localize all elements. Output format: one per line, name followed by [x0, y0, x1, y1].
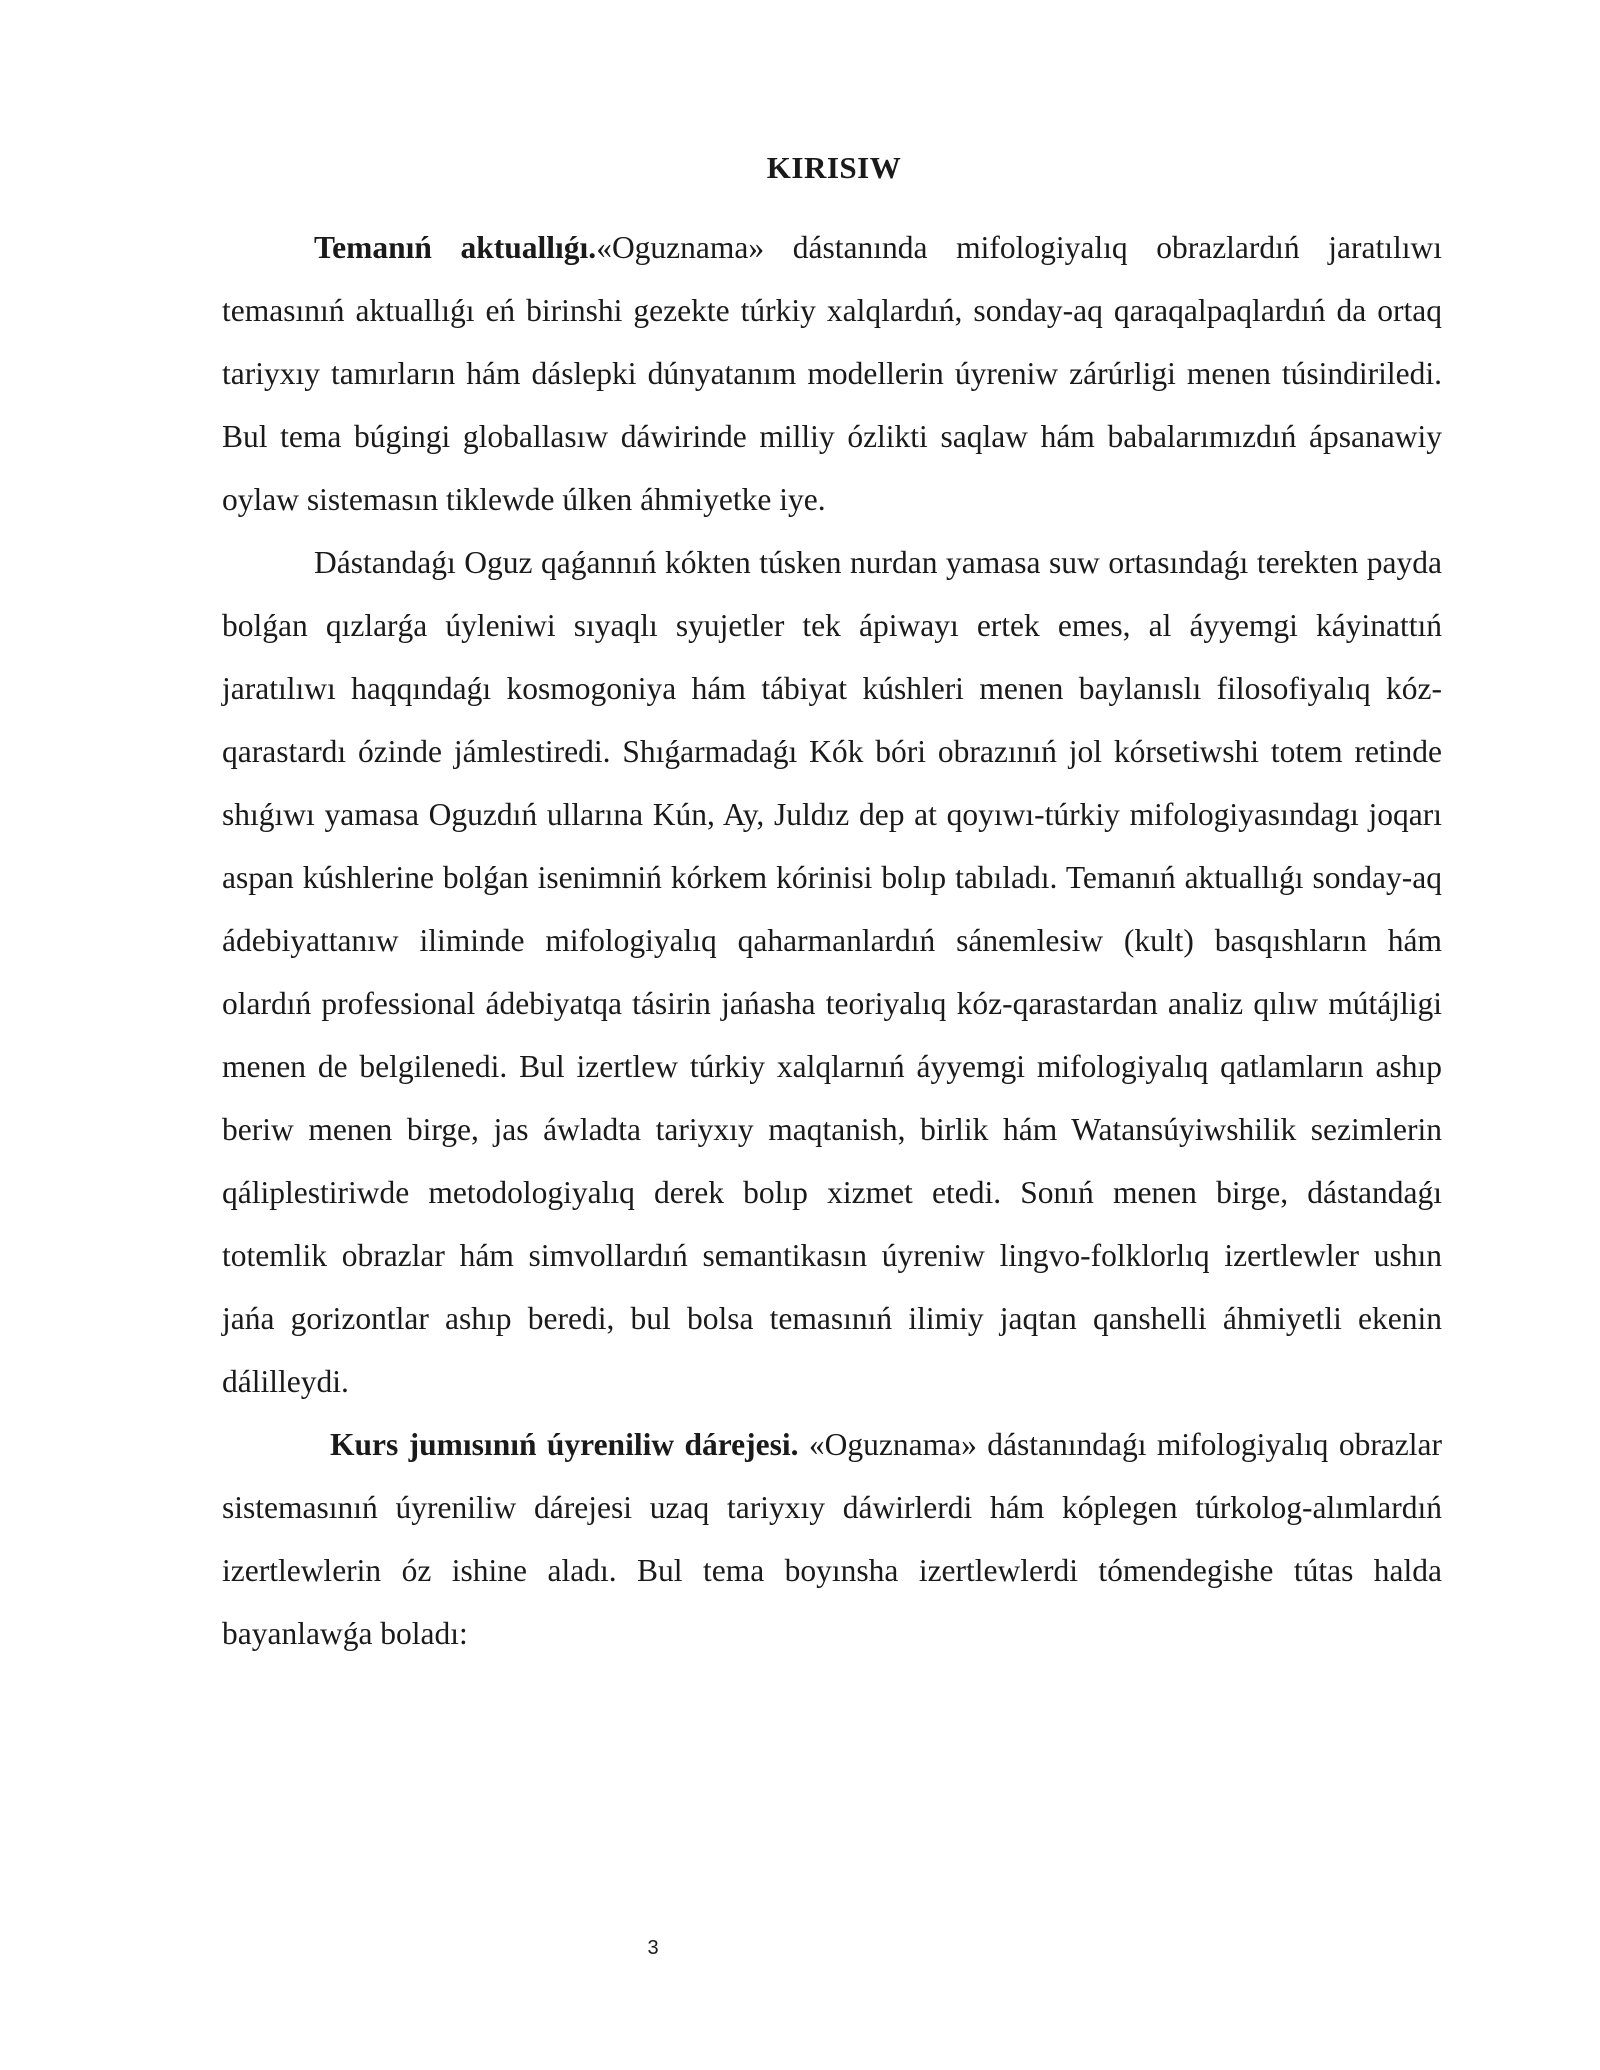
paragraph-relevance — [222, 216, 1442, 531]
body-text — [222, 216, 1442, 1665]
paragraph-text-relevance: «Oguznama» dástanında mifologiyalıq obrazlardıń jaratılıwı temasınıń aktuallıǵı eń birinshi gezekte túrkiy xalqlardıń, sonday-aq qaraqalpaqlardıń da ortaq tariyxıy tamırların hám dáslepki dúnyatanım modellerin úyreniw zárúrligi menen túsindiriledi. Bul tema búgingi globallasıw dáwirinde milliy ózlikti saqlaw hám babalarımızdıń ápsanawiy oylaw sistemasın tiklewde úlken áhmiyetke iye. — [222, 230, 1442, 517]
paragraph-text-study-level: «Oguznama» dástanındaǵı mifologiyalıq obrazlar sistemasınıń úyreniliw dárejesi uzaq tariyxıy dáwirlerdi hám kóplegen túrkolog-alımlardıń izertlewlerin óz ishine aladı. Bul tema boyınsha izertlewlerdi tómendegishe tútas halda bayanlawǵa boladı: — [222, 1427, 1442, 1651]
paragraph-text-dastan-mythology: Dástandaǵı Oguz qaǵannıń kókten túsken nurdan yamasa suw ortasındaǵı terekten payda bolǵan qızlarǵa úyleniwi sıyaqlı syujetler tek ápiwayı ertek emes, al áyyemgi káyinattıń jaratılıwı haqqındaǵı kosmogoniya hám tábiyat kúshleri menen baylanıslı filosofiyalıq kóz-qarastardı ózinde jámlestiredi. Shıǵarmadaǵı Kók bóri obrazınıń jol kórsetiwshi totem retinde shıǵıwı yamasa Oguzdıń ullarına Kún, Ay, Juldız dep at qoyıwı-túrkiy mifologiyasındagı joqarı aspan kúshlerine bolǵan isenimniń kórkem kórinisi bolıp tabıladı. Temanıń aktuallıǵı sonday-aq ádebiyattanıw iliminde mifologiyalıq qaharmanlardıń sánemlesiw (kult) basqıshların hám olardıń professional ádebiyatqa tásirin jańasha teoriyalıq kóz-qarastardan analiz qılıw mútájligi menen de belgilenedi. Bul izertlew túrkiy xalqlarnıń áyyemgi mifologiyalıq qatlamların ashıp beriw menen birge, jas áwladta tariyxıy maqtanish, birlik hám Watansúyiwshilik sezimlerin qáliplestiriwde metodologiyalıq derek bolıp xizmet etedi. Sonıń menen birge, dástandaǵı totemlik obrazlar hám simvollardıń semantikasın úyreniw lingvo-folklorlıq izertlewler ushın jańa gorizontlar ashıp beredi, bul bolsa temasınıń ilimiy jaqtan qanshelli áhmiyetli ekenin dálilleydi. — [222, 545, 1442, 1399]
paragraph-dastan-mythology — [222, 531, 1442, 1413]
paragraph-study-level — [222, 1413, 1442, 1665]
paragraph-heading-relevance: Temanıń aktuallıǵı. — [314, 230, 597, 265]
page-number: 3 — [647, 1937, 659, 1959]
paragraph-heading-study-level: Kurs jumısınıń úyreniliw dárejesi. — [330, 1427, 799, 1462]
page-title: KIRISIW — [766, 150, 902, 185]
